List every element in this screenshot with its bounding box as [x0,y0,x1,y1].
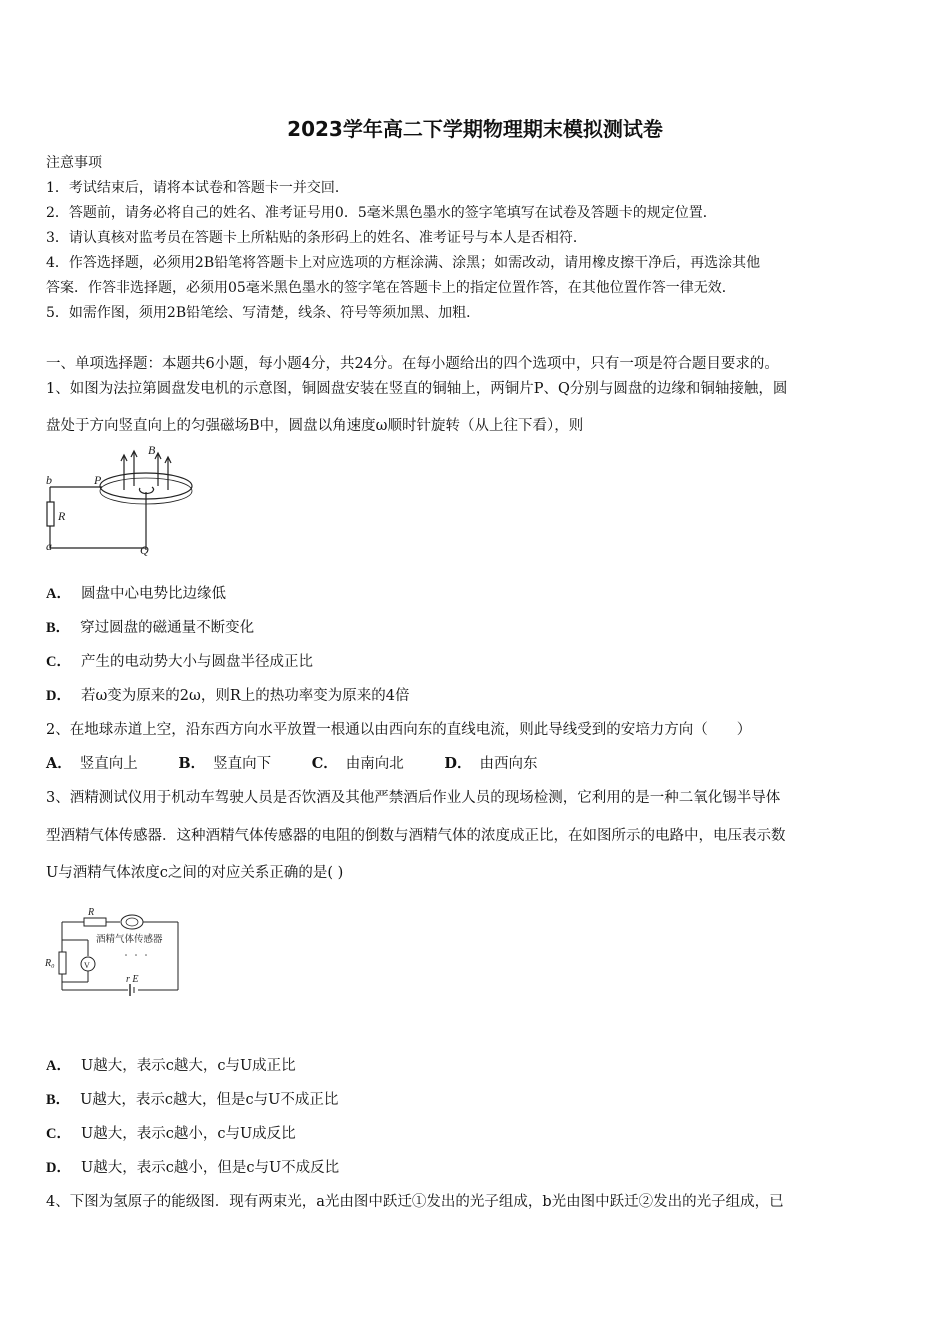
label-q: Q [140,543,149,557]
label-field-b: B [148,443,156,457]
option-key: D． [444,755,472,772]
option-key: B． [46,620,71,636]
q2-options [46,752,906,773]
option-key: A． [46,755,72,772]
option-text: U越大，表示c越小，但是c与U不成反比 [80,1160,340,1176]
q1-option-d[interactable] [46,684,410,705]
label-r: R [88,907,95,918]
resistor-r [47,502,54,526]
q3-stem-line1: 3、酒精测试仪用于机动车驾驶人员是否饮酒及其他严禁酒后作业人员的现场检测，它利用的是一种二氧化锡半导体 [46,790,781,806]
notice-line: 4．作答选择题，必须用2B铅笔将答题卡上对应选项的方框涂满、涂黑；如需改动，请用橡皮擦干净后，再选涂其他 [46,255,761,271]
q1-option-b[interactable] [46,616,254,637]
option-key: A． [46,1058,71,1074]
page-title: 2023学年高二下学期物理期末模拟测试卷 [287,117,663,141]
notice-line: 答案．作答非选择题，必须用05毫米黑色墨水的签字笔在答题卡上的指定位置作答，在其他位置作答一律无效． [46,280,736,296]
notice-line: 2．答题前，请务必将自己的姓名、准考证号用0．5毫米黑色墨水的签字笔填写在试卷及答题卡的规定位置． [46,205,717,221]
section-heading: 一、单项选择题：本题共6小题，每小题4分，共24分。在每小题给出的四个选项中，只有一项是符合题目要求的。 [46,356,779,372]
q2-option-b[interactable] [178,752,271,773]
label-a: a [46,539,52,553]
option-text: 若ω变为原来的2ω，则R上的热功率变为原来的4倍 [80,688,410,704]
option-key: B． [46,1092,71,1108]
option-text: 产生的电动势大小与圆盘半径成正比 [80,654,313,670]
option-key: C． [46,654,71,670]
resistor-r [84,918,106,926]
q1-option-c[interactable] [46,650,313,671]
notice-heading: 注意事项 [46,155,102,171]
option-text: 穿过圆盘的磁通量不断变化 [80,620,255,636]
option-text: U越大，表示c越大，c与U成正比 [80,1058,296,1074]
sensor-element [121,915,143,929]
q3-option-a[interactable] [46,1054,296,1075]
option-text: 由南向北 [345,756,404,772]
q3-option-d[interactable] [46,1156,339,1177]
label-r0: R₀ [45,958,55,969]
notice-line: 1．考试结束后，请将本试卷和答题卡一并交回． [46,180,349,196]
q4-stem-line1: 4、下图为氢原子的能级图．现有两束光，a光由图中跃迁①发出的光子组成，b光由图中跃迁②发出的光子组成，已 [46,1194,784,1210]
option-text: U越大，表示c越大，但是c与U不成正比 [80,1092,339,1108]
option-key: A． [46,586,71,602]
notice-line: 5．如需作图，须用2B铅笔绘、写清楚，线条、符号等须加黑、加粗． [46,305,481,321]
label-b: b [46,473,52,487]
option-text: U越大，表示c越小，c与U成反比 [80,1126,296,1142]
label-r: R [58,509,66,523]
option-text: 竖直向下 [213,756,272,772]
q3-alcohol-tester-circuit [44,902,186,998]
q2-option-a[interactable] [46,752,138,773]
q3-stem-line2: 型酒精气体传感器．这种酒精气体传感器的电阻的倒数与酒精气体的浓度成正比，在如图所示的电路中，电压表示数 [46,828,786,844]
q1-stem-line1: 1、如图为法拉第圆盘发电机的示意图，铜圆盘安装在竖直的铜轴上，两铜片P、Q分别与圆盘的边缘和铜轴接触，圆 [46,381,788,397]
q3-option-c[interactable] [46,1122,296,1143]
notice-line: 3．请认真核对监考员在答题卡上所粘贴的条形码上的姓名、准考证号与本人是否相符． [46,230,587,246]
option-key: D． [46,1160,71,1176]
q3-option-b[interactable] [46,1088,338,1109]
option-text: 由西向东 [479,756,538,772]
q1-option-a[interactable] [46,582,226,603]
label-sensor: 酒精气体传感器 [96,934,163,945]
option-key: C． [46,1126,71,1142]
label-source: r E [126,974,139,985]
q1-disc-generator-figure [44,440,204,562]
label-v: V [84,961,90,970]
q3-stem-line3: U与酒精气体浓度c之间的对应关系正确的是( ) [46,865,344,881]
q2-option-c[interactable] [312,752,404,773]
resistor-r0 [59,952,66,974]
option-key: D． [46,688,71,704]
q1-stem-line2: 盘处于方向竖直向上的匀强磁场B中，圆盘以角速度ω顺时针旋转（从上往下看），则 [46,418,584,434]
label-p: P [94,473,102,487]
option-key: C． [311,755,338,772]
q2-stem: 2、在地球赤道上空，沿东西方向水平放置一根通以由西向东的直线电流，则此导线受到的安培力方向（ ） [46,722,752,738]
q2-option-d[interactable] [444,752,537,773]
option-text: 圆盘中心电势比边缘低 [80,586,226,602]
option-key: B． [178,755,206,772]
option-text: 竖直向上 [79,756,138,772]
